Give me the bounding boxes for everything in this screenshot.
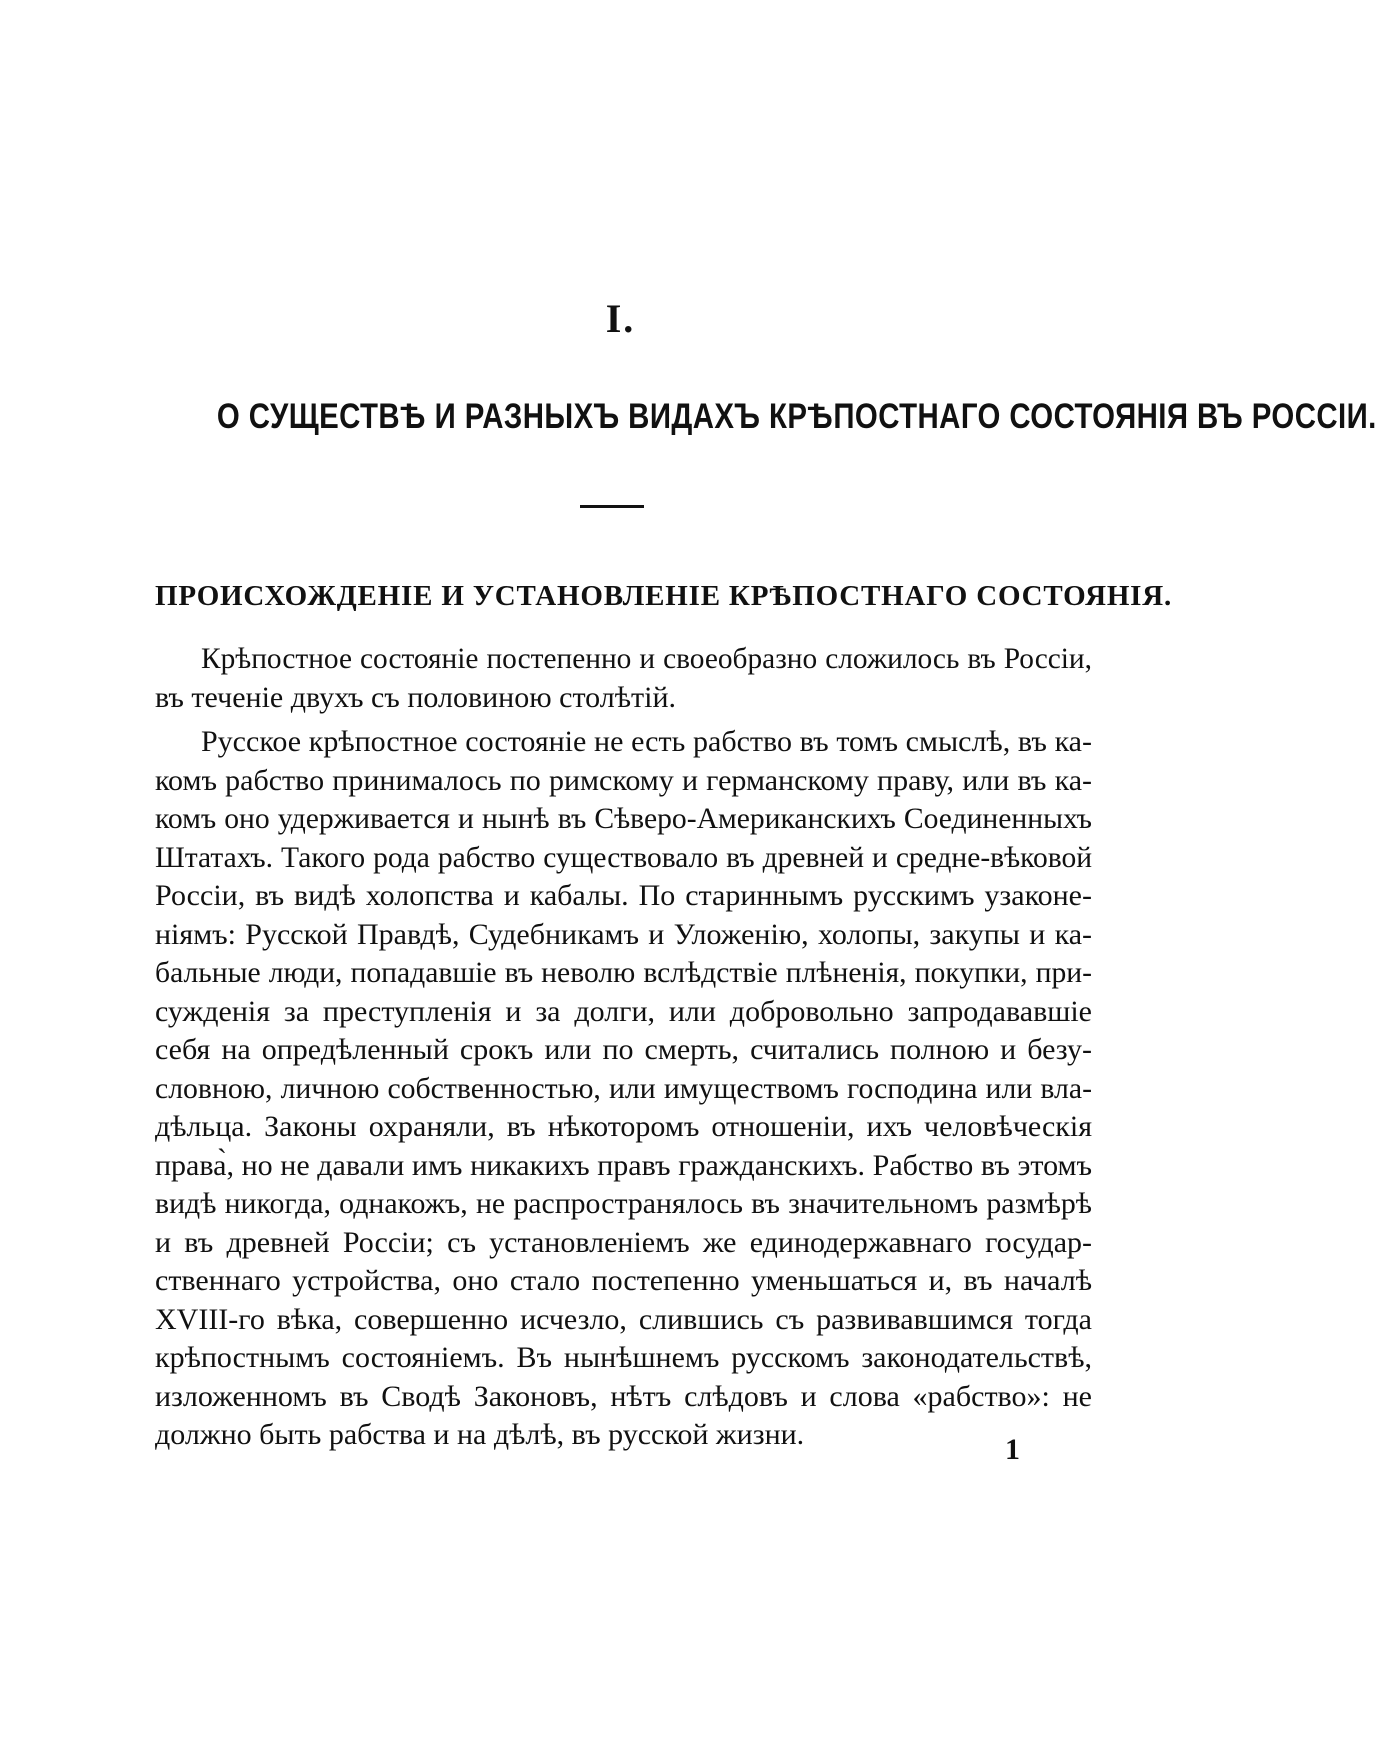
paragraph-2-line-6: ніямъ: Русской Правдѣ, Судебникамъ и Уложенію, холопы, закупы и ка- (155, 917, 1092, 951)
paragraph-2-line-3: комъ оно удерживается и нынѣ въ Сѣверо-Американскихъ Соединенныхъ (155, 803, 1092, 835)
paragraph-2-line-15: ственнаго устройства, оно стало постепенно уменьшаться и, въ началѣ (155, 1264, 1092, 1297)
section-heading: ПРОИСХОЖДЕНІЕ И УСТАНОВЛЕНІЕ КРѢПОСТНАГО СОСТОЯНІЯ. (155, 580, 1173, 612)
paragraph-2-line-14: и въ древней Россіи; съ установленіемъ же единодержавнаго государ- (155, 1225, 1092, 1259)
paragraph-2-line-2: комъ рабство принималось по римскому и германскому праву, или въ ка- (155, 763, 1092, 797)
paragraph-2-line-16: XVIII-го вѣка, совершенно исчезло, слившись съ развивавшимся тогда (155, 1302, 1092, 1336)
paragraph-2-line-1: Русское крѣпостное состояніе не есть рабство въ томъ смыслѣ, въ ка- (201, 725, 1092, 758)
paragraph-2-line-12: права̀, но не давали имъ никакихъ правъ гражданскихъ. Рабство въ этомъ (155, 1148, 1092, 1182)
paragraph-2-line-13: видѣ никогда, однакожъ, не распространялось въ значительномъ размѣрѣ (155, 1187, 1092, 1220)
paragraph-2-line-11: дѣльца. Законы охраняли, въ нѣкоторомъ отношеніи, ихъ человѣческія (155, 1110, 1092, 1143)
paragraph-2-line-7: бальные люди, попадавшіе въ неволю вслѣдствіе плѣненія, покупки, при- (155, 957, 1092, 989)
chapter-number: I. (605, 296, 636, 341)
title-separator-rule (580, 505, 644, 508)
chapter-title: О СУЩЕСТВѢ И РАЗНЫХЪ ВИДАХЪ КРѢПОСТНАГО СОСТОЯНІЯ ВЪ РОССІИ. (216, 397, 1377, 436)
paragraph-2-line-4: Штатахъ. Такого рода рабство существовало въ древней и средне-вѣковой (155, 841, 1092, 874)
paragraph-1-line-1: Крѣпостное состояніе постепенно и своеобразно сложилось въ Россіи, (201, 643, 1092, 675)
paragraph-2-line-18: изложенномъ въ Сводѣ Законовъ, нѣтъ слѣдовъ и слова «рабство»: не (155, 1379, 1092, 1413)
page-number: 1 (1005, 1433, 1020, 1466)
paragraph-2-line-17: крѣпостнымъ состояніемъ. Въ нынѣшнемъ русскомъ законодательствѣ, (155, 1341, 1092, 1374)
paragraph-2-line-10: словною, личною собственностью, или имуществомъ господина или вла- (155, 1071, 1092, 1105)
paragraph-2-line-9: себя на опредѣленный срокъ или по смерть, считались полною и безу- (155, 1033, 1092, 1066)
paragraph-2-line-8: сужденія за преступленія и за долги, или добровольно запродававшіе (155, 994, 1092, 1028)
body-text (155, 640, 1092, 1455)
paragraph-1-line-2: въ теченіе двухъ съ половиною столѣтій. (155, 680, 677, 714)
paragraph-2-line-5: Россіи, въ видѣ холопства и кабалы. По стариннымъ русскимъ узаконе- (155, 879, 1092, 912)
paragraph-2-line-19: должно быть рабства и на дѣлѣ, въ русской жизни. (155, 1418, 805, 1451)
